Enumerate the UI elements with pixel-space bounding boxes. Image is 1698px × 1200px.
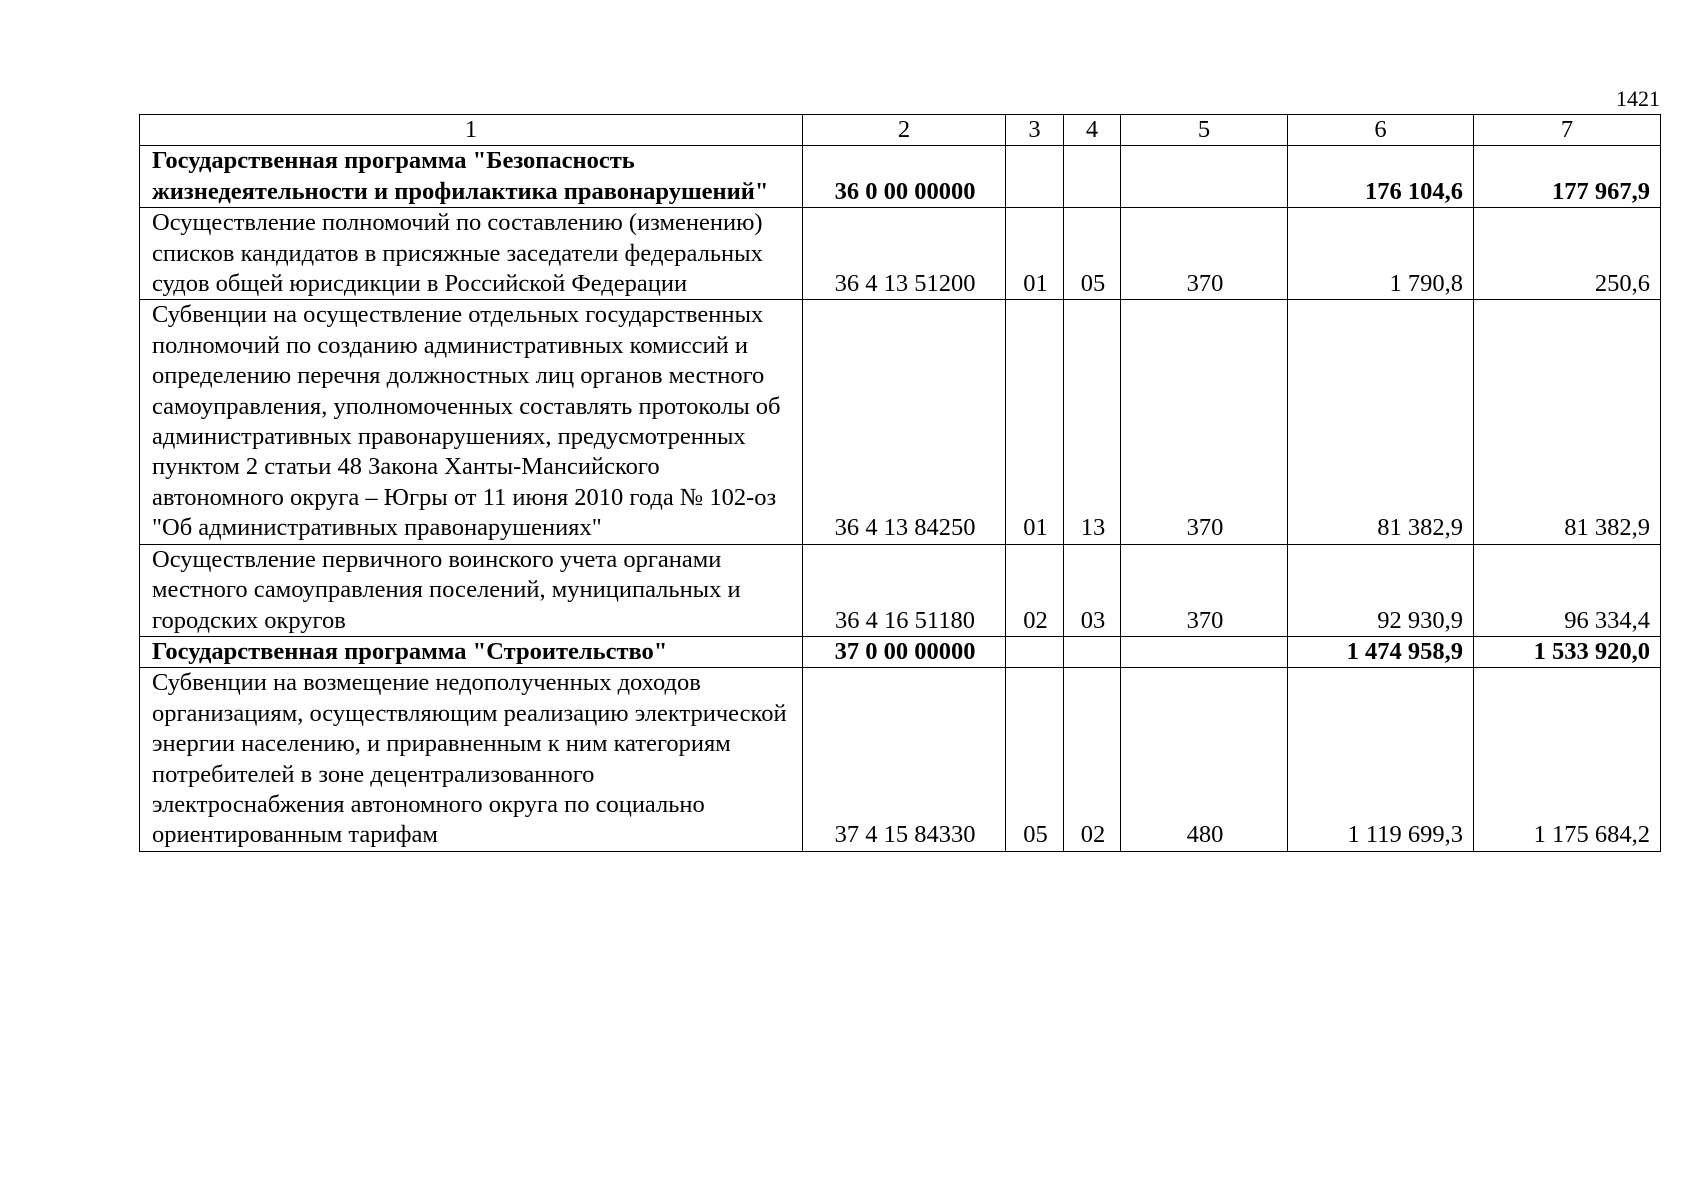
target-code-cell: 36 4 16 51180: [803, 544, 1006, 636]
header-cell: 6: [1288, 115, 1474, 146]
section-cell: 02: [1006, 544, 1064, 636]
table-row: [140, 208, 1661, 300]
target-code-cell: 37 4 15 84330: [803, 668, 1006, 851]
expense-type-cell: 370: [1121, 208, 1288, 300]
header-cell: 3: [1006, 115, 1064, 146]
section-cell: 01: [1006, 208, 1064, 300]
table-row: [140, 668, 1661, 851]
section-cell: 05: [1006, 668, 1064, 851]
section-cell: [1006, 636, 1064, 667]
amount-year1-cell: 81 382,9: [1288, 300, 1474, 544]
expense-type-cell: [1121, 146, 1288, 208]
table-row: [140, 300, 1661, 544]
amount-year1-cell: 1 474 958,9: [1288, 636, 1474, 667]
amount-year1-cell: 92 930,9: [1288, 544, 1474, 636]
target-code-cell: 36 4 13 51200: [803, 208, 1006, 300]
expense-type-cell: 480: [1121, 668, 1288, 851]
header-cell: 7: [1474, 115, 1661, 146]
program-name-cell: Субвенции на возмещение недополученных доходов организациям, осуществляющим реализацию электрической энергии населению, и приравненным к ним категориям потребителей в зоне децентрализованного электроснабжения автономного округа по социально ориентированным тарифам: [140, 668, 803, 851]
section-cell: [1006, 146, 1064, 208]
program-name-cell: Государственная программа "Безопасность жизнедеятельности и профилактика правонарушений": [140, 146, 803, 208]
program-name-cell: Субвенции на осуществление отдельных государственных полномочий по созданию административных комиссий и определению перечня должностных лиц органов местного самоуправления, уполномоченных составлять протоколы об административных правонарушениях, предусмотренных пунктом 2 статьи 48 Закона Ханты-Мансийского автономного округа – Югры от 11 июня 2010 года № 102-оз "Об административных правонарушениях": [140, 300, 803, 544]
header-cell: 2: [803, 115, 1006, 146]
expense-type-cell: 370: [1121, 300, 1288, 544]
amount-year1-cell: 1 790,8: [1288, 208, 1474, 300]
table-row: [140, 146, 1661, 208]
amount-year1-cell: 1 119 699,3: [1288, 668, 1474, 851]
subsection-cell: 02: [1064, 668, 1121, 851]
budget-table: [139, 114, 1661, 852]
amount-year2-cell: 1 533 920,0: [1474, 636, 1661, 667]
expense-type-cell: [1121, 636, 1288, 667]
section-cell: 01: [1006, 300, 1064, 544]
amount-year2-cell: 96 334,4: [1474, 544, 1661, 636]
subsection-cell: 13: [1064, 300, 1121, 544]
header-cell: 4: [1064, 115, 1121, 146]
subsection-cell: 03: [1064, 544, 1121, 636]
target-code-cell: 36 0 00 00000: [803, 146, 1006, 208]
amount-year1-cell: 176 104,6: [1288, 146, 1474, 208]
program-name-cell: Государственная программа "Строительство": [140, 636, 803, 667]
amount-year2-cell: 81 382,9: [1474, 300, 1661, 544]
subsection-cell: 05: [1064, 208, 1121, 300]
table-row: [140, 636, 1661, 667]
subsection-cell: [1064, 636, 1121, 667]
page-number: 1421: [1616, 86, 1660, 111]
amount-year2-cell: 1 175 684,2: [1474, 668, 1661, 851]
program-name-cell: Осуществление полномочий по составлению (изменению) списков кандидатов в присяжные заседатели федеральных судов общей юрисдикции в Российской Федерации: [140, 208, 803, 300]
target-code-cell: 37 0 00 00000: [803, 636, 1006, 667]
target-code-cell: 36 4 13 84250: [803, 300, 1006, 544]
program-name-cell: Осуществление первичного воинского учета органами местного самоуправления поселений, муниципальных и городских округов: [140, 544, 803, 636]
subsection-cell: [1064, 146, 1121, 208]
amount-year2-cell: 250,6: [1474, 208, 1661, 300]
header-cell: 5: [1121, 115, 1288, 146]
header-cell: 1: [140, 115, 803, 146]
table-row: [140, 544, 1661, 636]
amount-year2-cell: 177 967,9: [1474, 146, 1661, 208]
expense-type-cell: 370: [1121, 544, 1288, 636]
header-row: [140, 115, 1661, 146]
